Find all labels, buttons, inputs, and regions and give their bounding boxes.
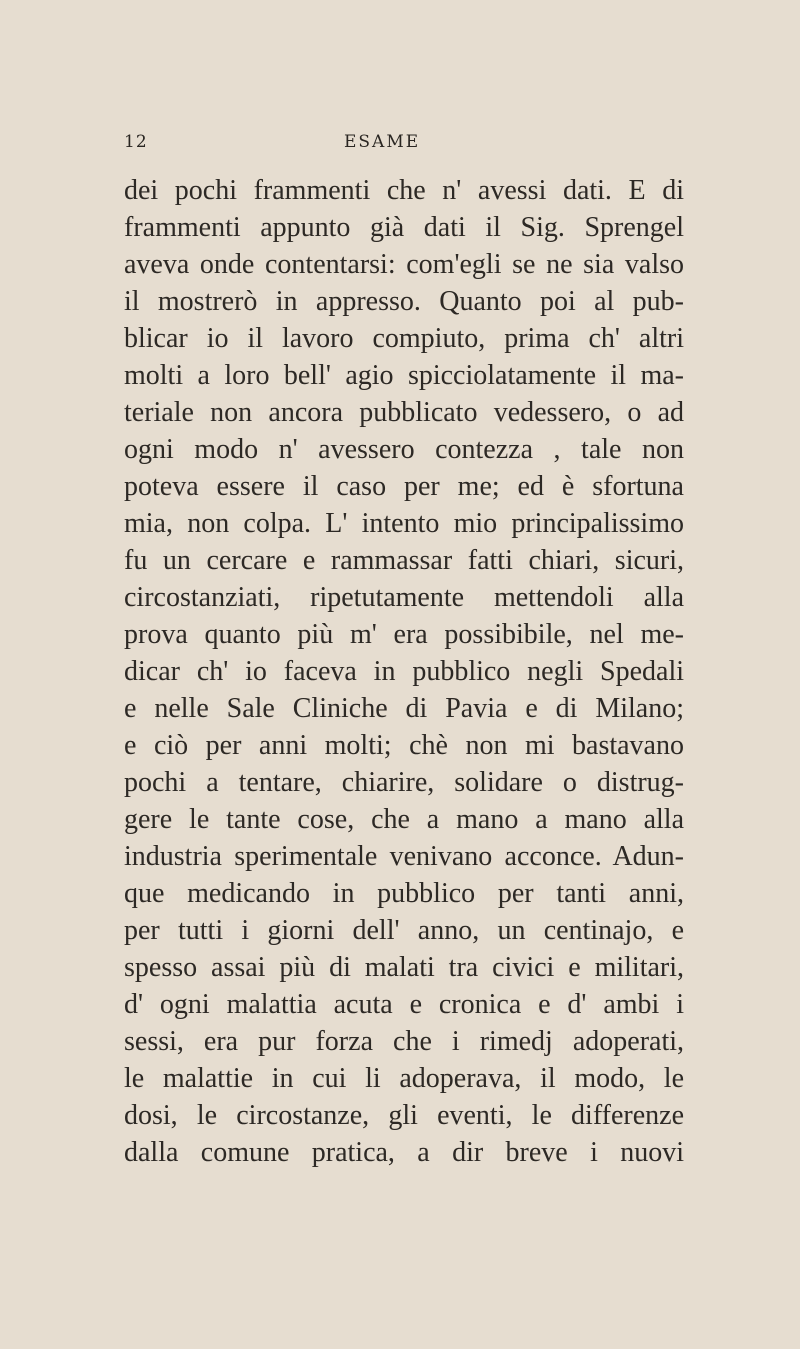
text-line: molti a loro bell' agio spicciolatamente il ma-	[124, 360, 684, 391]
text-line: dei pochi frammenti che n' avessi dati. E di	[124, 175, 684, 206]
text-line: circostanziati, ripetutamente mettendoli alla	[124, 582, 684, 613]
text-line: poteva essere il caso per me; ed è sfortuna	[124, 471, 684, 502]
text-line: il mostrerò in appresso. Quanto poi al pub-	[124, 286, 684, 317]
text-line: frammenti appunto già dati il Sig. Sprengel	[124, 212, 684, 243]
page-number: 12	[124, 132, 148, 152]
text-line: pochi a tentare, chiarire, solidare o distrug-	[124, 767, 684, 798]
text-line: spesso assai più di malati tra civici e militari,	[124, 952, 684, 983]
text-line: que medicando in pubblico per tanti anni,	[124, 878, 684, 909]
text-line: fu un cercare e rammassar fatti chiari, sicuri,	[124, 545, 684, 576]
body-text	[124, 172, 684, 1171]
text-line: aveva onde contentarsi: com'egli se ne sia valso	[124, 249, 684, 280]
text-line: e ciò per anni molti; chè non mi bastavano	[124, 730, 684, 761]
running-head: ESAME	[344, 132, 421, 152]
text-line: e nelle Sale Cliniche di Pavia e di Milano;	[124, 693, 684, 724]
text-line: per tutti i giorni dell' anno, un centinajo, e	[124, 915, 684, 946]
text-line: dicar ch' io faceva in pubblico negli Spedali	[124, 656, 684, 687]
text-line: gere le tante cose, che a mano a mano alla	[124, 804, 684, 835]
text-line: ogni modo n' avessero contezza , tale non	[124, 434, 684, 465]
text-line: dosi, le circostanze, gli eventi, le differenze	[124, 1100, 684, 1131]
text-line: sessi, era pur forza che i rimedj adoperati,	[124, 1026, 684, 1057]
text-line: dalla comune pratica, a dir breve i nuovi	[124, 1137, 684, 1168]
text-line: mia, non colpa. L' intento mio principalissimo	[124, 508, 684, 539]
text-line: teriale non ancora pubblicato vedessero, o ad	[124, 397, 684, 428]
text-line: le malattie in cui li adoperava, il modo, le	[124, 1063, 684, 1094]
text-line: industria sperimentale venivano acconce. Adun-	[124, 841, 684, 872]
text-line: blicar io il lavoro compiuto, prima ch' altri	[124, 323, 684, 354]
text-line: d' ogni malattia acuta e cronica e d' ambi i	[124, 989, 684, 1020]
page-header	[124, 132, 664, 162]
text-line: prova quanto più m' era possibibile, nel me-	[124, 619, 684, 650]
